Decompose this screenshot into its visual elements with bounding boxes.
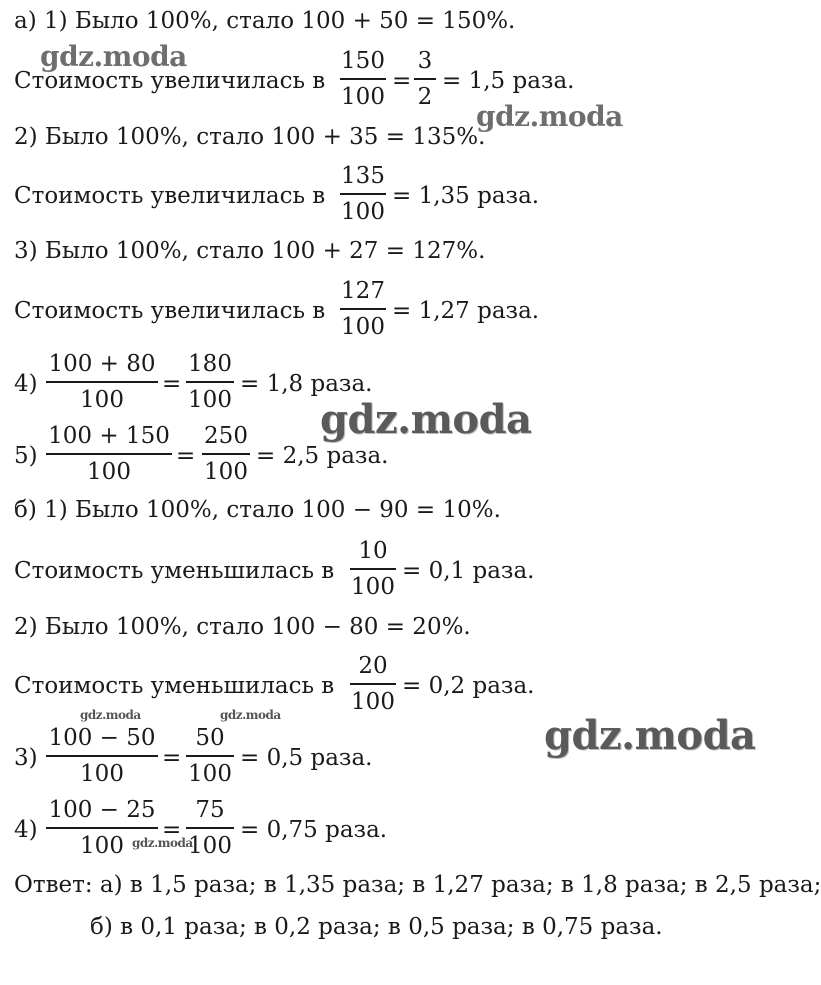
- result: = 2,5 раза.: [256, 443, 389, 469]
- line-b4-prefix: 4): [14, 817, 38, 843]
- cost-prefix: Стоимость увеличилась в: [14, 68, 326, 94]
- cost-prefix: Стоимость увеличилась в: [14, 298, 326, 324]
- equals-sign: =: [162, 745, 182, 771]
- fraction-bar: [350, 683, 396, 685]
- result: = 1,35 раза.: [392, 183, 540, 209]
- fraction-100plus150-100: [46, 421, 172, 487]
- numerator: 250: [204, 423, 248, 449]
- denominator: 100: [188, 387, 232, 413]
- denominator: 100: [341, 84, 385, 110]
- line-a2: 2) Было 100%, стало 100 + 35 = 135%.: [14, 124, 486, 150]
- result: = 1,27 раза.: [392, 298, 540, 324]
- cost-prefix: Стоимость уменьшилась в: [14, 673, 335, 699]
- watermark: gdz.moda: [544, 712, 756, 759]
- denominator: 2: [417, 84, 433, 110]
- fraction-250-100: [202, 421, 250, 487]
- fraction-180-100: [186, 349, 234, 415]
- denominator: 100: [341, 314, 385, 340]
- line-b2: 2) Было 100%, стало 100 − 80 = 20%.: [14, 614, 471, 640]
- fraction-bar: [186, 755, 234, 757]
- fraction-3-2: [414, 46, 436, 112]
- numerator: 127: [341, 278, 385, 304]
- numerator: 100 − 50: [48, 725, 156, 751]
- watermark: gdz.moda: [220, 708, 281, 722]
- watermark: gdz.moda: [476, 100, 623, 133]
- fraction-50-100: [186, 723, 234, 789]
- numerator: 75: [195, 797, 225, 823]
- numerator: 150: [341, 48, 385, 74]
- fraction-100plus80-100: [46, 349, 158, 415]
- equals-sign: =: [392, 68, 412, 94]
- line-b3-prefix: 3): [14, 745, 38, 771]
- denominator: 100: [188, 761, 232, 787]
- fraction-100minus25-100: [46, 795, 158, 861]
- line-a5-prefix: 5): [14, 443, 38, 469]
- result: = 1,5 раза.: [442, 68, 575, 94]
- fraction-bar: [186, 381, 234, 383]
- fraction-135-100: [340, 161, 386, 227]
- line-b2-cost: [14, 671, 334, 701]
- fraction-100minus50-100: [46, 723, 158, 789]
- numerator: 20: [358, 653, 388, 679]
- numerator: 100 + 80: [48, 351, 156, 377]
- fraction-bar: [340, 308, 386, 310]
- fraction-20-100: [350, 651, 396, 717]
- fraction-bar: [202, 453, 250, 455]
- equals-sign: =: [162, 371, 182, 397]
- watermark: gdz.moda: [320, 396, 532, 443]
- fraction-bar: [340, 78, 386, 80]
- fraction-150-100: [340, 46, 386, 112]
- fraction-10-100: [350, 536, 396, 602]
- cost-prefix: Стоимость увеличилась в: [14, 183, 326, 209]
- answer-b: б) в 0,1 раза; в 0,2 раза; в 0,5 раза; в 0,75 раза.: [90, 914, 663, 940]
- numerator: 100 + 150: [48, 423, 170, 449]
- line-a4-prefix: 4): [14, 371, 38, 397]
- result: = 0,1 раза.: [402, 558, 535, 584]
- result: = 0,5 раза.: [240, 745, 373, 771]
- fraction-bar: [46, 755, 158, 757]
- fraction-bar: [46, 453, 172, 455]
- line-b1-cost: [14, 556, 334, 586]
- numerator: 180: [188, 351, 232, 377]
- line-a2-cost: [14, 181, 325, 211]
- line-a3: 3) Было 100%, стало 100 + 27 = 127%.: [14, 238, 486, 264]
- denominator: 100: [351, 574, 395, 600]
- fraction-bar: [186, 827, 234, 829]
- denominator: 100: [188, 833, 232, 859]
- denominator: 100: [351, 689, 395, 715]
- cost-prefix: Стоимость уменьшилась в: [14, 558, 335, 584]
- watermark: gdz.moda: [80, 708, 141, 722]
- numerator: 50: [195, 725, 225, 751]
- denominator: 100: [87, 459, 131, 485]
- numerator: 3: [417, 48, 433, 74]
- denominator: 100: [80, 833, 124, 859]
- watermark: gdz.moda: [132, 836, 193, 850]
- fraction-75-100: [186, 795, 234, 861]
- line-a1: а) 1) Было 100%, стало 100 + 50 = 150%.: [14, 8, 516, 34]
- result: = 1,8 раза.: [240, 371, 373, 397]
- equals-sign: =: [176, 443, 196, 469]
- denominator: 100: [80, 761, 124, 787]
- result: = 0,75 раза.: [240, 817, 388, 843]
- denominator: 100: [204, 459, 248, 485]
- fraction-127-100: [340, 276, 386, 342]
- numerator: 135: [341, 163, 385, 189]
- watermark: gdz.moda: [40, 40, 187, 73]
- line-a3-cost: [14, 296, 325, 326]
- denominator: 100: [341, 199, 385, 225]
- fraction-bar: [350, 568, 396, 570]
- fraction-bar: [46, 827, 158, 829]
- answer-a: Ответ: а) в 1,5 раза; в 1,35 раза; в 1,27 раза; в 1,8 раза; в 2,5 раза;: [14, 872, 821, 898]
- fraction-bar: [340, 193, 386, 195]
- numerator: 10: [358, 538, 388, 564]
- line-b1: б) 1) Было 100%, стало 100 − 90 = 10%.: [14, 497, 501, 523]
- fraction-bar: [414, 78, 436, 80]
- numerator: 100 − 25: [48, 797, 156, 823]
- equals-sign: =: [162, 817, 182, 843]
- fraction-bar: [46, 381, 158, 383]
- result: = 0,2 раза.: [402, 673, 535, 699]
- denominator: 100: [80, 387, 124, 413]
